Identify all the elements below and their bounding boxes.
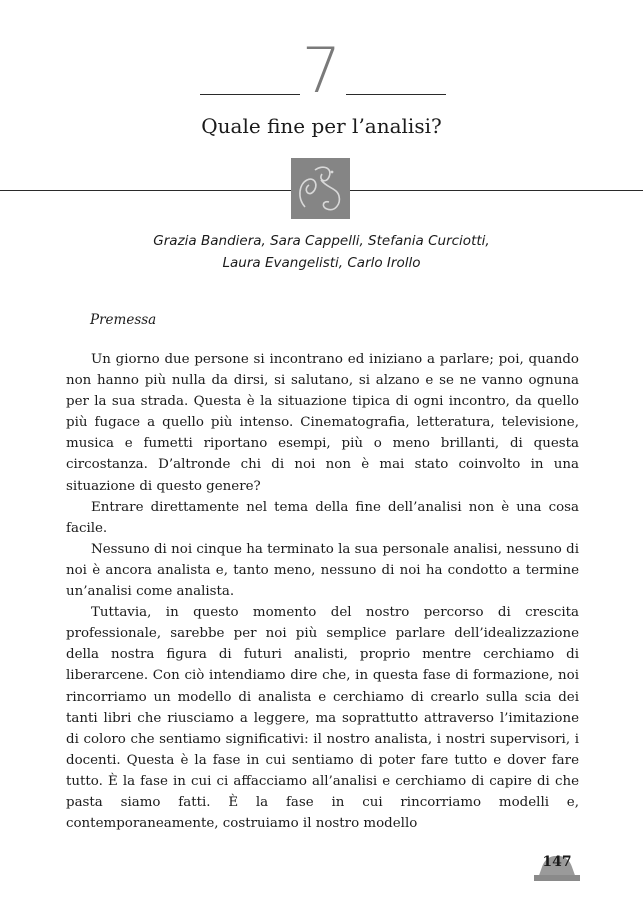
section-heading: Premessa [90,312,157,328]
page-number: 147 [542,854,572,870]
authors-line-1: Grazia Bandiera, Sara Cappelli, Stefania Curciotti, [153,233,490,249]
chapter-number: 7 [301,34,342,107]
body-text [66,349,579,834]
chapter-title: Quale fine per l’analisi? [201,114,442,138]
paragraph: Nessuno di noi cinque ha terminato la sua personale analisi, nessuno di noi è ancora analista e, tanto meno, nessuno di noi ha condotto a termine un’analisi come analista. [66,541,579,600]
chapter-number-rule-right [346,94,446,95]
authors-line-2: Laura Evangelisti, Carlo Irollo [222,255,421,271]
page-number-badge [534,851,580,881]
paragraph: Un giorno due persone si incontrano ed iniziano a parlare; poi, quando non hanno più nulla da dirsi, si salutano, si alzano e se ne vanno ognuna per la sua strada. Questa è la situazione tipica di ogni incontro, da quello più fugace a quello più intenso. Cinematografia, letteratura, televisione, musica e fumetti riportano esempi, più o meno brillanti, di questa circostanza. D’altronde chi di noi non è mai stato coinvolto in una situazione di questo genere? [66,352,579,494]
paragraph: Tuttavia, in questo momento del nostro percorso di crescita professionale, sarebbe per noi più semplice parlare dell’idealizzazione della nostra figura di futuri analisti, proprio mentre cerchiamo di liberarcene. Con ciò intendiamo dire che, in questa fase di formazione, noi rincorriamo un modello di analista e cerchiamo di crearlo sulla scia dei tanti libri che riusciamo a leggere, ma soprattutto attraverso l’imitazione di coloro che sentiamo significativi: il nostro analista, i nostri supervisori, i docenti. Questa è la fase in cui sentiamo di poter fare tutto e dover fare tutto. È la fase in cui ci affacciamo all’analisi e cerchiamo di capire di che pasta siamo fatti. È la fase in cui rincorriamo modelli e, contemporaneamente, costruiamo il nostro modello [66,605,579,832]
chapter-number-rule-left [200,94,300,95]
paragraph: Entrare direttamente nel tema della fine dell’analisi non è una cosa facile. [66,499,579,536]
chapter-emblem-icon [291,158,350,219]
authors [0,230,643,274]
